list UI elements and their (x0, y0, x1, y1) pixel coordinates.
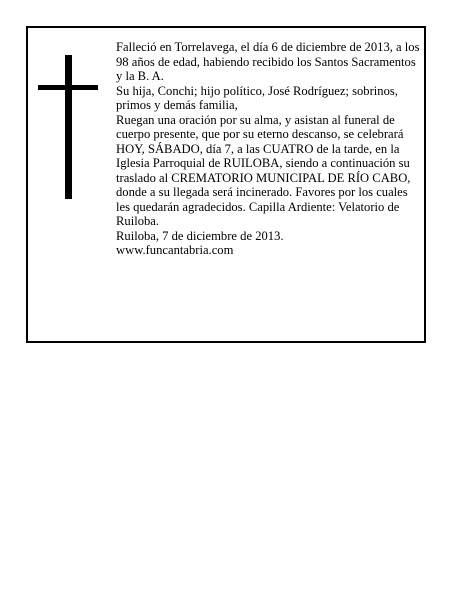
latin-cross-icon (38, 55, 98, 199)
cross-horizontal-bar (38, 85, 98, 90)
place-date-line: Ruiloba, 7 de diciembre de 2013. (116, 228, 284, 243)
family-line: Su hija, Conchi; hijo político, José Rodríguez; sobrinos, primos y demás familia, (116, 83, 398, 112)
website-link: www.funcantabria.com (116, 243, 234, 257)
obituary-notice (26, 26, 426, 343)
notice-text-block (116, 40, 422, 258)
death-announcement: Falleció en Torrelavega, el día 6 de diciembre de 2013, a los 98 años de edad, habiendo recibido los Santos Sacramentos y la B. A. (116, 40, 420, 83)
funeral-details: Ruegan una oración por su alma, y asistan al funeral de cuerpo presente, que por su eterno descanso, se celebrará HOY, SÁBADO, día 7, a las CUATRO de la tarde, en la Iglesia Parroquial de RUILOBA, siendo a continuación su traslado al CREMATORIO MUNICIPAL DE RÍO CABO, donde a su llegada será incinerado. Favores por los cuales les quedarán agradecidos. Capilla Ardiente: Velatorio de Ruiloba. (116, 112, 411, 228)
cross-vertical-bar (65, 55, 72, 199)
